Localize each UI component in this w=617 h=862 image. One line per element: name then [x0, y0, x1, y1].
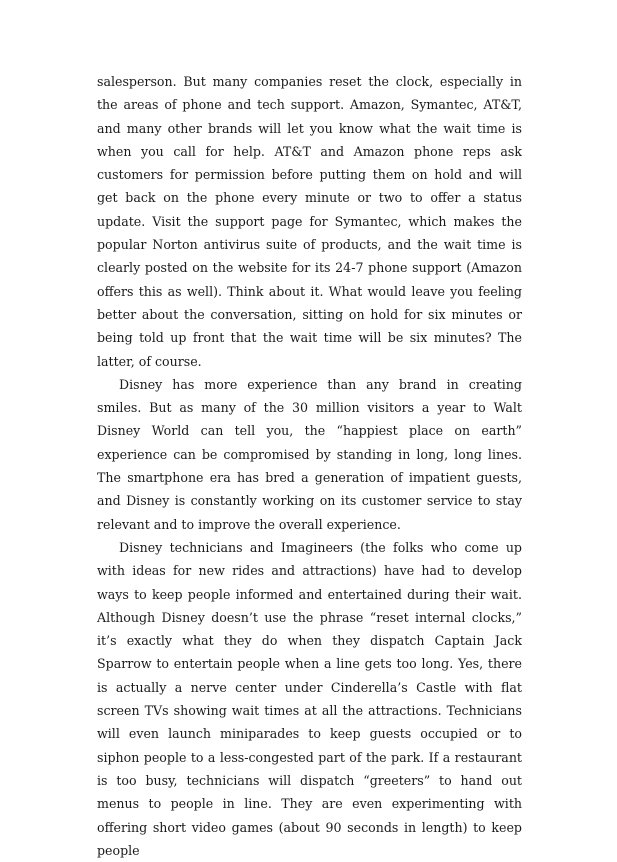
book-page-body — [97, 70, 522, 862]
paragraph-disney-smiles: Disney has more experience than any brand in creating smiles. But as many of the 30 million visitors a year to Walt Disney World can tell you, the “happiest place on earth” experience can be compromised by standing in long, long lines. The smartphone era has bred a generation of impatient guests, and Disney is constantly working on its customer service to stay relevant and to improve the overall experience. — [97, 376, 522, 532]
paragraph-disney-technicians: Disney technicians and Imagineers (the folks who come up with ideas for new rides and attractions) have had to develop ways to keep people informed and entertained during their wait. Although Disney doesn’t use the phrase “reset internal clocks,” it’s exactly what they do when they dispatch Captain Jack Sparrow to entertain people when a line gets too long. Yes, there is actually a nerve center under Cinderella’s Castle with flat screen TVs showing wait times at all the attractions. Technicians will even launch miniparades to keep guests occupied or to siphon people to a less-congested part of the park. If a restaurant is too busy, technicians will dispatch “greeters” to hand out menus to people in line. They are even experimenting with offering short video games (about 90 seconds in length) to keep people — [97, 539, 522, 858]
paragraph-continued: salesperson. But many companies reset the clock, especially in the areas of phone and tech support. Amazon, Symantec, AT&T, and many other brands will let you know what the wait time is when you call for help. AT&T and Amazon phone reps ask customers for permission before putting them on hold and will get back on the phone every minute or two to offer a status update. Visit the support page for Symantec, which makes the popular Norton antivirus suite of products, and the wait time is clearly posted on the website for its 24-7 phone support (Amazon offers this as well). Think about it. What would leave you feeling better about the conversation, sitting on hold for six minutes or being told up front that the wait time will be six minutes? The latter, of course. — [97, 74, 522, 369]
